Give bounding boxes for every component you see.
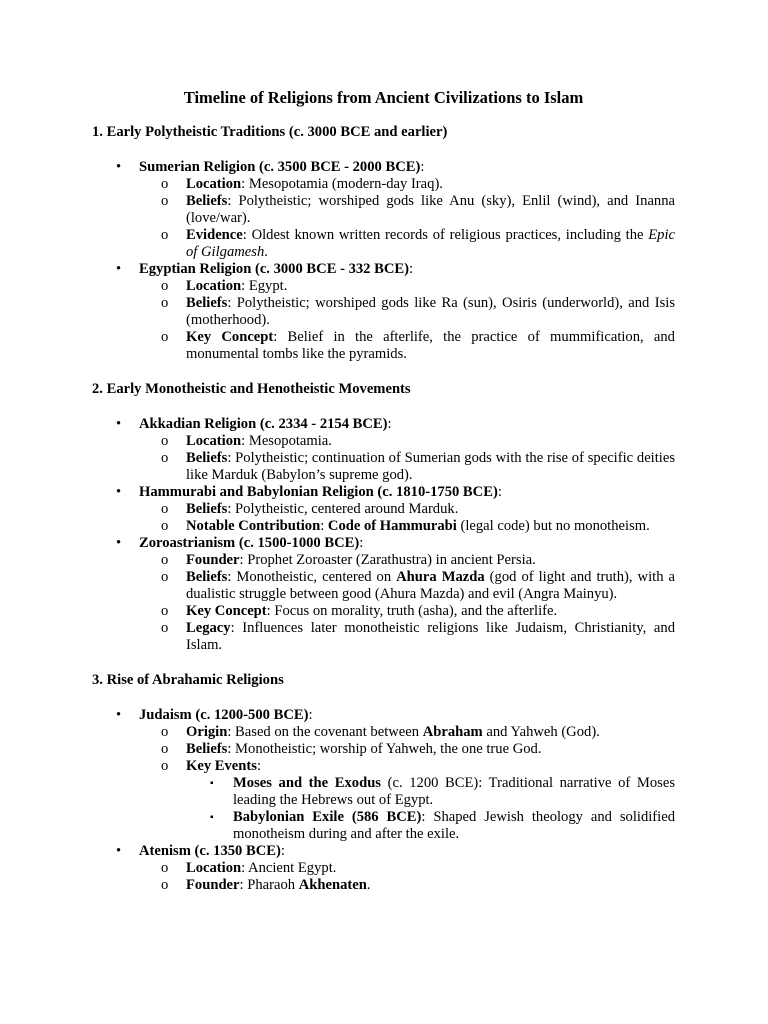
item-label: Beliefs	[186, 501, 228, 517]
item-label: Beliefs	[186, 193, 228, 209]
detail-item	[139, 569, 675, 603]
circle-bullet: o	[161, 877, 169, 893]
item-text: : Polytheistic, centered around Marduk.	[227, 501, 459, 517]
item-label: Beliefs	[186, 295, 228, 311]
item-text: : Monotheistic, centered on	[227, 569, 397, 585]
event-text: : Shaped Jewish theology and solidified monotheism during and after the exile.	[233, 809, 675, 842]
document-title: Timeline of Religions from Ancient Civilizations to Islam	[183, 88, 584, 107]
detail-item	[139, 603, 675, 620]
circle-bullet: o	[161, 450, 169, 466]
item-text: : Monotheistic; worship of Yahweh, the one true God.	[227, 741, 542, 757]
item-italic: Epic of Gilgamesh	[186, 227, 675, 260]
topic-title: Sumerian Religion (c. 3500 BCE - 2000 BCE)	[139, 159, 421, 175]
topic-item: • Sumerian Religion (c. 3500 BCE - 2000 BCE): o Location: Mesopotamia (modern-day Iraq). o Beliefs: Polytheistic; worshiped gods like Anu (sky), Enlil (wind), and Inanna (love/war). o Evidence: Oldest known written records of religious practices, including the Epic of Gilgamesh.	[116, 159, 675, 260]
event-item	[186, 809, 675, 843]
circle-bullet: o	[161, 552, 169, 568]
item-text: :	[256, 758, 262, 774]
detail-list	[139, 552, 675, 654]
event-label: Moses and the Exodus	[233, 775, 381, 791]
detail-item	[139, 433, 675, 450]
circle-bullet: o	[161, 501, 169, 517]
item-text: : Polytheistic; worshiped gods like Ra (sun), Osiris (underworld), and Isis (motherhood).	[186, 295, 675, 328]
topic-item: • Zoroastrianism (c. 1500-1000 BCE): o Founder: Prophet Zoroaster (Zarathustra) in ancient Persia. o Beliefs: Monotheistic, centered on Ahura Mazda (god of light and truth), with a dualistic struggle between good (Ahura Mazda) and evil (Angra Mainyu). o Key Concept: Focus on morality, truth (asha), and the afterlife. o Legacy: Influences later monotheistic religions like Judaism, Christianity, and Islam.	[116, 535, 675, 653]
circle-bullet: o	[161, 433, 169, 449]
item-text: : Oldest known written records of religious practices, including the	[242, 227, 649, 243]
item-label: Legacy	[186, 620, 231, 636]
disc-bullet: •	[116, 484, 122, 500]
item-text: :	[320, 518, 328, 534]
item-text: : Ancient Egypt.	[241, 860, 337, 876]
detail-list	[139, 433, 675, 484]
item-label: Key Concept	[186, 329, 274, 345]
circle-bullet: o	[161, 329, 169, 345]
item-tail: .	[264, 244, 268, 260]
detail-item	[139, 295, 675, 329]
topic-title: Akkadian Religion (c. 2334 - 2154 BCE)	[139, 416, 388, 432]
detail-list	[139, 278, 675, 363]
item-label: Origin	[186, 724, 228, 740]
topic-list	[92, 159, 675, 363]
item-label: Beliefs	[186, 741, 228, 757]
event-item	[186, 775, 675, 809]
item-text: : Influences later monotheistic religions like Judaism, Christianity, and Islam.	[186, 620, 675, 653]
detail-item	[139, 741, 675, 758]
section-heading: 1. Early Polytheistic Traditions (c. 3000 BCE and earlier)	[92, 124, 448, 140]
circle-bullet: o	[161, 603, 169, 619]
detail-item	[139, 278, 675, 295]
detail-item	[139, 501, 675, 518]
item-text: : Mesopotamia.	[241, 433, 332, 449]
item-label: Founder	[186, 552, 240, 568]
event-text: (c. 1200 BCE): Traditional narrative of Moses leading the Hebrews out of Egypt.	[233, 775, 675, 808]
detail-item	[139, 193, 675, 227]
disc-bullet: •	[116, 707, 122, 723]
item-label: Founder	[186, 877, 240, 893]
detail-list	[139, 724, 675, 843]
item-text: : Focus on morality, truth (asha), and the afterlife.	[266, 603, 558, 619]
topic-list	[92, 416, 675, 654]
item-label: Location	[186, 278, 242, 294]
topic-item: • Hammurabi and Babylonian Religion (c. 1810-1750 BCE): o Beliefs: Polytheistic, centered around Marduk. o Notable Contribution: Code of Hammurabi (legal code) but no monotheism.	[92, 484, 675, 535]
detail-item	[139, 176, 675, 193]
circle-bullet: o	[161, 724, 169, 740]
item-tail: (legal code) but no monotheism.	[456, 518, 650, 534]
disc-bullet: •	[116, 159, 122, 175]
circle-bullet: o	[161, 758, 169, 774]
topic-item: • Atenism (c. 1350 BCE): o Location: Ancient Egypt. o Founder: Pharaoh Akhenaten.	[92, 843, 675, 894]
item-label: Location	[186, 860, 242, 876]
circle-bullet: o	[161, 278, 169, 294]
item-label: Key Events	[186, 758, 257, 774]
item-emphasis: Akhenaten	[298, 877, 367, 893]
square-bullet: ▪	[210, 778, 214, 789]
topic-title: Zoroastrianism (c. 1500-1000 BCE)	[139, 535, 360, 551]
circle-bullet: o	[161, 620, 169, 636]
item-tail: (god of light and truth), with a dualistic struggle between good (Ahura Mazda) and evil (Angra Mainyu).	[186, 569, 675, 602]
section-heading: 3. Rise of Abrahamic Religions	[92, 672, 284, 688]
detail-item	[139, 450, 675, 484]
detail-item	[139, 724, 675, 741]
item-label: Key Concept	[186, 603, 267, 619]
circle-bullet: o	[161, 227, 169, 243]
item-label: Evidence	[186, 227, 243, 243]
item-label: Notable Contribution	[186, 518, 321, 534]
detail-item	[139, 227, 675, 261]
item-emphasis: Ahura Mazda	[396, 569, 485, 585]
item-label: Beliefs	[186, 569, 228, 585]
circle-bullet: o	[161, 741, 169, 757]
item-tail: .	[366, 877, 371, 893]
item-text: : Mesopotamia (modern-day Iraq).	[241, 176, 443, 192]
item-text: : Polytheistic; worshiped gods like Anu (sky), Enlil (wind), and Inanna (love/war).	[186, 193, 675, 226]
section	[92, 381, 675, 654]
item-text: : Polytheistic; continuation of Sumerian gods with the rise of specific deities like Marduk (Babylon’s supreme god).	[186, 450, 675, 483]
item-label: Location	[186, 176, 242, 192]
document-page	[92, 88, 675, 912]
detail-item	[139, 620, 675, 654]
detail-item	[139, 552, 675, 569]
topic-title: Hammurabi and Babylonian Religion (c. 1810-1750 BCE)	[139, 484, 498, 500]
event-label: Babylonian Exile (586 BCE)	[233, 809, 422, 825]
item-label: Beliefs	[186, 450, 228, 466]
topic-title: Judaism (c. 1200-500 BCE)	[139, 707, 309, 723]
detail-item	[139, 860, 675, 877]
detail-list	[139, 501, 675, 535]
topic-title: Egyptian Religion (c. 3000 BCE - 332 BCE)	[139, 261, 409, 277]
topic-item: • Akkadian Religion (c. 2334 - 2154 BCE): o Location: Mesopotamia. o Beliefs: Polytheistic; continuation of Sumerian gods with the rise of specific deities like Marduk (Babylon’s supreme god).	[116, 416, 675, 483]
topic-item: • Judaism (c. 1200-500 BCE): o Origin: Based on the covenant between Abraham and Yahweh (God). o Beliefs: Monotheistic; worship of Yahweh, the one true God. o Key Events: ▪ Moses and the Exodus (c. 1200 BCE): Traditional narrative of Moses leading the Hebrews out of Egypt. ▪ Babylonian Exile (586 BCE): Shaped Jewish theology and solidified monotheism during and after the exile.	[116, 707, 675, 842]
section	[92, 672, 675, 894]
section-heading: 2. Early Monotheistic and Henotheistic Movements	[92, 381, 411, 397]
detail-item	[139, 329, 675, 363]
disc-bullet: •	[116, 843, 122, 859]
detail-item	[139, 877, 675, 894]
detail-item	[139, 758, 675, 843]
topic-list	[92, 707, 675, 894]
circle-bullet: o	[161, 860, 169, 876]
item-emphasis: Abraham	[422, 724, 483, 740]
event-list	[186, 775, 675, 843]
item-text: : Egypt.	[241, 278, 288, 294]
item-label: Location	[186, 433, 242, 449]
item-tail: and Yahweh (God).	[482, 724, 600, 740]
item-text: : Based on the covenant between	[227, 724, 423, 740]
detail-list	[139, 176, 675, 261]
section	[92, 124, 675, 363]
circle-bullet: o	[161, 569, 169, 585]
item-emphasis: Code of Hammurabi	[327, 518, 457, 534]
topic-title: Atenism (c. 1350 BCE)	[139, 843, 281, 859]
item-text: : Pharaoh	[239, 877, 299, 893]
square-bullet: ▪	[210, 812, 214, 823]
circle-bullet: o	[161, 193, 169, 209]
circle-bullet: o	[161, 176, 169, 192]
detail-list	[139, 860, 675, 894]
disc-bullet: •	[116, 416, 122, 432]
disc-bullet: •	[116, 535, 122, 551]
circle-bullet: o	[161, 295, 169, 311]
disc-bullet: •	[116, 261, 122, 277]
item-text: : Prophet Zoroaster (Zarathustra) in ancient Persia.	[239, 552, 536, 568]
circle-bullet: o	[161, 518, 169, 534]
topic-item: • Egyptian Religion (c. 3000 BCE - 332 BCE): o Location: Egypt. o Beliefs: Polytheistic; worshiped gods like Ra (sun), Osiris (underworld), and Isis (motherhood). o Key Concept: Belief in the afterlife, the practice of mummification, and monumental tombs like the pyramids.	[116, 261, 675, 362]
document-body	[92, 124, 675, 894]
item-text: : Belief in the afterlife, the practice of mummification, and monumental tombs like the pyramids.	[186, 329, 675, 362]
detail-item	[139, 518, 675, 535]
